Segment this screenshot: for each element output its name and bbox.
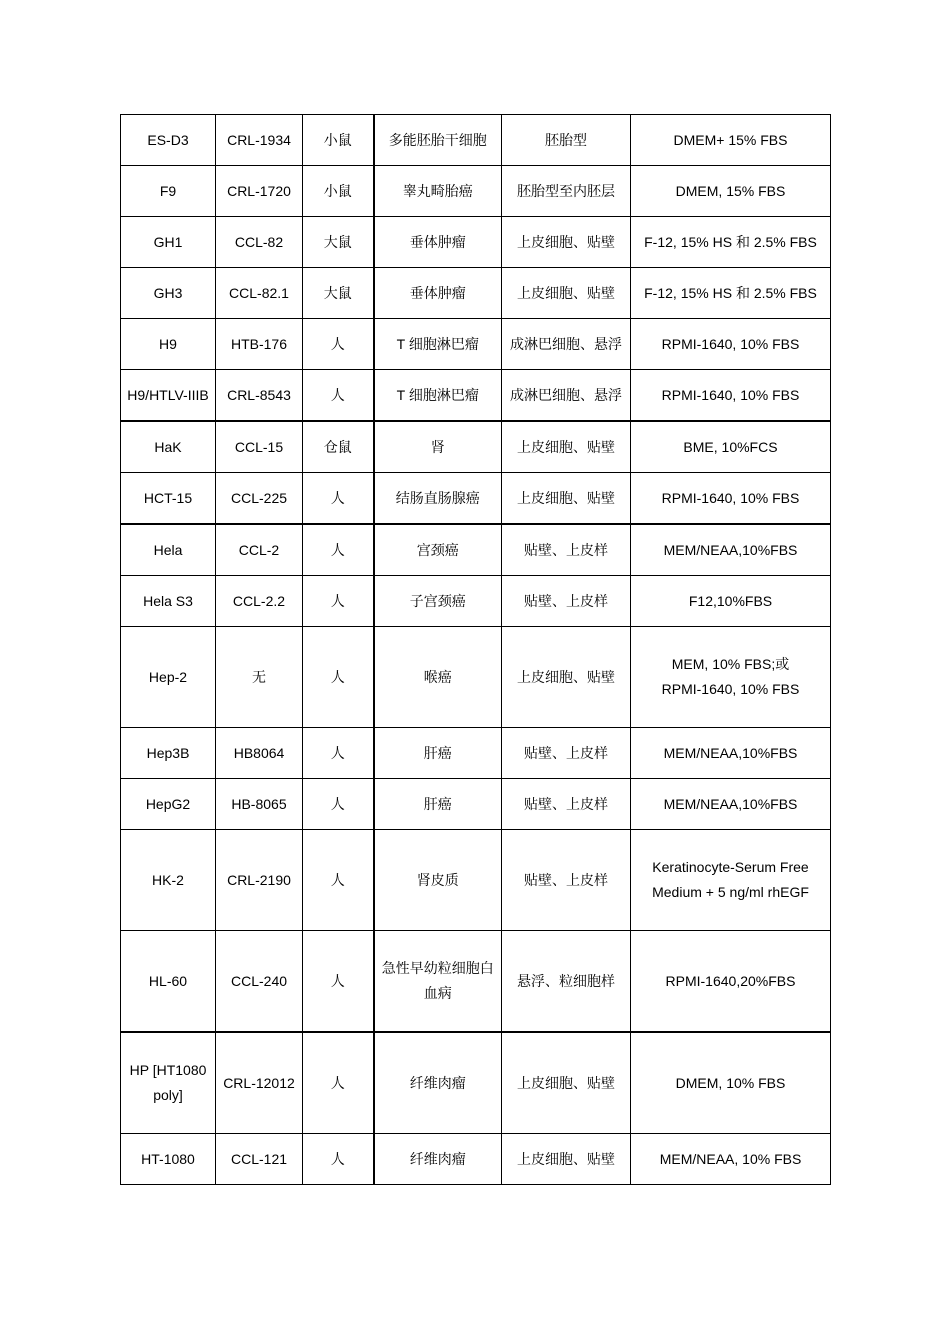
culture-medium-text: RPMI-1640, 10% FBS bbox=[661, 387, 800, 403]
morphology-cell bbox=[502, 421, 631, 473]
morphology-text: 上皮细胞、贴壁 bbox=[517, 1075, 615, 1091]
species-text: 小鼠 bbox=[323, 132, 352, 148]
table-row bbox=[121, 1032, 831, 1134]
morphology-text: 上皮细胞、贴壁 bbox=[517, 234, 615, 250]
culture-medium-text: RPMI-1640,20%FBS bbox=[665, 973, 796, 989]
species-cell bbox=[303, 576, 374, 627]
morphology-cell bbox=[502, 931, 631, 1033]
tissue-origin-cell bbox=[374, 115, 502, 166]
tissue-origin-text: 肾 bbox=[430, 439, 445, 455]
tissue-origin-cell bbox=[374, 576, 502, 627]
morphology-cell bbox=[502, 217, 631, 268]
morphology-text: 成淋巴细胞、悬浮 bbox=[510, 387, 622, 403]
species-text: 大鼠 bbox=[323, 234, 352, 250]
culture-medium-text: MEM/NEAA,10%FBS bbox=[663, 796, 798, 812]
cell-name-cell bbox=[121, 1032, 216, 1134]
culture-medium-cell bbox=[631, 115, 831, 166]
atcc-number-text: CCL-82.1 bbox=[229, 285, 289, 301]
table-row bbox=[121, 830, 831, 931]
tissue-origin-cell bbox=[374, 1134, 502, 1185]
table-row bbox=[121, 779, 831, 830]
cell-name-text: HL-60 bbox=[148, 973, 188, 989]
atcc-number-cell bbox=[216, 524, 303, 576]
atcc-number-text: CCL-225 bbox=[230, 490, 288, 506]
table-row bbox=[121, 931, 831, 1033]
morphology-text: 胚胎型 bbox=[545, 132, 587, 148]
cell-name-cell bbox=[121, 576, 216, 627]
cell-name-text: Hep3B bbox=[146, 745, 190, 761]
cell-name-text: HepG2 bbox=[145, 796, 191, 812]
cell-name-cell bbox=[121, 473, 216, 525]
species-cell bbox=[303, 1134, 374, 1185]
culture-medium-text: MEM/NEAA,10%FBS bbox=[663, 745, 798, 761]
species-text: 人 bbox=[330, 669, 345, 685]
tissue-origin-cell bbox=[374, 931, 502, 1033]
tissue-origin-cell bbox=[374, 166, 502, 217]
culture-medium-text: RPMI-1640, 10% FBS bbox=[661, 681, 800, 697]
atcc-number-cell bbox=[216, 576, 303, 627]
culture-medium-cell bbox=[631, 931, 831, 1033]
morphology-text: 贴壁、上皮样 bbox=[524, 872, 608, 888]
atcc-number-cell bbox=[216, 1134, 303, 1185]
species-cell bbox=[303, 1032, 374, 1134]
cell-name-cell bbox=[121, 779, 216, 830]
table-row bbox=[121, 1134, 831, 1185]
atcc-number-text: HB-8065 bbox=[231, 796, 287, 812]
species-cell bbox=[303, 627, 374, 728]
species-cell bbox=[303, 268, 374, 319]
tissue-origin-text: 垂体肿瘤 bbox=[409, 285, 466, 301]
tissue-origin-cell bbox=[374, 421, 502, 473]
atcc-number-cell bbox=[216, 627, 303, 728]
cell-name-text: poly] bbox=[153, 1087, 183, 1103]
atcc-number-cell bbox=[216, 115, 303, 166]
culture-medium-text: MEM/NEAA,10%FBS bbox=[663, 542, 798, 558]
atcc-number-cell bbox=[216, 166, 303, 217]
culture-medium-text: Keratinocyte-Serum Free bbox=[652, 859, 809, 875]
atcc-number-cell bbox=[216, 830, 303, 931]
morphology-cell bbox=[502, 830, 631, 931]
morphology-text: 贴壁、上皮样 bbox=[524, 593, 608, 609]
morphology-text: 胚胎型至内胚层 bbox=[517, 183, 615, 199]
atcc-number-text: HTB-176 bbox=[230, 336, 288, 352]
culture-medium-text: BME, 10%FCS bbox=[683, 439, 778, 455]
morphology-cell bbox=[502, 370, 631, 422]
tissue-origin-text: 纤维肉瘤 bbox=[409, 1075, 466, 1091]
culture-medium-cell bbox=[631, 1032, 831, 1134]
cell-name-text: Hep-2 bbox=[148, 669, 188, 685]
species-text: 仓鼠 bbox=[323, 439, 352, 455]
cell-name-text: F9 bbox=[159, 183, 177, 199]
tissue-origin-text: 宫颈癌 bbox=[416, 542, 459, 558]
atcc-number-text: CRL-12012 bbox=[223, 1075, 295, 1091]
tissue-origin-cell bbox=[374, 524, 502, 576]
table-row bbox=[121, 524, 831, 576]
cell-name-cell bbox=[121, 931, 216, 1033]
cell-name-text: HCT-15 bbox=[143, 490, 193, 506]
tissue-origin-text: 肝癌 bbox=[423, 796, 452, 812]
atcc-number-cell bbox=[216, 421, 303, 473]
morphology-text: 上皮细胞、贴壁 bbox=[517, 1151, 615, 1167]
cell-name-cell bbox=[121, 217, 216, 268]
species-text: 人 bbox=[330, 745, 345, 761]
morphology-cell bbox=[502, 728, 631, 779]
species-text: 人 bbox=[330, 542, 345, 558]
atcc-number-text: CRL-1934 bbox=[227, 132, 291, 148]
atcc-number-cell bbox=[216, 728, 303, 779]
culture-medium-cell bbox=[631, 524, 831, 576]
culture-medium-text: F-12, 15% HS 和 2.5% FBS bbox=[644, 285, 817, 301]
cell-name-text: H9/HTLV-IIIB bbox=[127, 387, 209, 403]
cell-name-cell bbox=[121, 830, 216, 931]
morphology-text: 成淋巴细胞、悬浮 bbox=[510, 336, 622, 352]
morphology-text: 上皮细胞、贴壁 bbox=[517, 285, 615, 301]
species-cell bbox=[303, 779, 374, 830]
culture-medium-text: RPMI-1640, 10% FBS bbox=[661, 336, 800, 352]
morphology-cell bbox=[502, 473, 631, 525]
cell-name-text: HT-1080 bbox=[141, 1151, 195, 1167]
tissue-origin-cell bbox=[374, 370, 502, 422]
atcc-number-cell bbox=[216, 779, 303, 830]
tissue-origin-cell bbox=[374, 268, 502, 319]
cell-name-cell bbox=[121, 1134, 216, 1185]
table-row bbox=[121, 319, 831, 370]
atcc-number-text: HB8064 bbox=[233, 745, 285, 761]
species-text: 人 bbox=[330, 796, 345, 812]
table-row bbox=[121, 370, 831, 422]
culture-medium-text: Medium + 5 ng/ml rhEGF bbox=[652, 884, 809, 900]
tissue-origin-text: 垂体肿瘤 bbox=[409, 234, 466, 250]
atcc-number-text: CCL-2.2 bbox=[232, 593, 286, 609]
tissue-origin-cell bbox=[374, 217, 502, 268]
morphology-cell bbox=[502, 779, 631, 830]
cell-name-cell bbox=[121, 115, 216, 166]
culture-medium-text: DMEM, 10% FBS bbox=[675, 1075, 786, 1091]
tissue-origin-cell bbox=[374, 319, 502, 370]
atcc-number-text: CCL-15 bbox=[234, 439, 284, 455]
tissue-origin-cell bbox=[374, 627, 502, 728]
table-row bbox=[121, 576, 831, 627]
table-row bbox=[121, 627, 831, 728]
species-cell bbox=[303, 830, 374, 931]
atcc-number-text: CRL-1720 bbox=[227, 183, 291, 199]
culture-medium-cell bbox=[631, 319, 831, 370]
cell-name-cell bbox=[121, 421, 216, 473]
morphology-cell bbox=[502, 576, 631, 627]
culture-medium-cell bbox=[631, 268, 831, 319]
cell-name-cell bbox=[121, 268, 216, 319]
culture-medium-cell bbox=[631, 779, 831, 830]
atcc-number-text: CCL-121 bbox=[230, 1151, 288, 1167]
tissue-origin-cell bbox=[374, 728, 502, 779]
species-cell bbox=[303, 115, 374, 166]
species-cell bbox=[303, 370, 374, 422]
cell-name-cell bbox=[121, 370, 216, 422]
culture-medium-cell bbox=[631, 627, 831, 728]
species-cell bbox=[303, 931, 374, 1033]
table-row bbox=[121, 115, 831, 166]
tissue-origin-cell bbox=[374, 1032, 502, 1134]
cell-line-table bbox=[120, 114, 831, 1185]
culture-medium-cell bbox=[631, 217, 831, 268]
cell-name-cell bbox=[121, 524, 216, 576]
species-cell bbox=[303, 421, 374, 473]
table-row bbox=[121, 268, 831, 319]
tissue-origin-text: 纤维肉瘤 bbox=[409, 1151, 466, 1167]
cell-name-text: ES-D3 bbox=[147, 132, 189, 148]
culture-medium-cell bbox=[631, 576, 831, 627]
table-row bbox=[121, 728, 831, 779]
culture-medium-text: MEM, 10% FBS;或 bbox=[671, 656, 790, 672]
cell-name-text: HaK bbox=[154, 439, 182, 455]
species-cell bbox=[303, 319, 374, 370]
atcc-number-cell bbox=[216, 1032, 303, 1134]
morphology-text: 上皮细胞、贴壁 bbox=[517, 490, 615, 506]
culture-medium-cell bbox=[631, 421, 831, 473]
species-cell bbox=[303, 524, 374, 576]
species-text: 人 bbox=[330, 1075, 345, 1091]
atcc-number-cell bbox=[216, 370, 303, 422]
species-text: 人 bbox=[330, 490, 345, 506]
culture-medium-cell bbox=[631, 1134, 831, 1185]
table-row bbox=[121, 166, 831, 217]
table-row bbox=[121, 217, 831, 268]
cell-name-text: Hela bbox=[153, 542, 183, 558]
morphology-cell bbox=[502, 1134, 631, 1185]
tissue-origin-text: 喉癌 bbox=[423, 669, 452, 685]
culture-medium-text: MEM/NEAA, 10% FBS bbox=[659, 1151, 802, 1167]
species-text: 大鼠 bbox=[323, 285, 352, 301]
species-text: 小鼠 bbox=[323, 183, 352, 199]
species-text: 人 bbox=[330, 872, 345, 888]
culture-medium-text: RPMI-1640, 10% FBS bbox=[661, 490, 800, 506]
morphology-text: 贴壁、上皮样 bbox=[524, 796, 608, 812]
tissue-origin-text: 肾皮质 bbox=[416, 872, 459, 888]
tissue-origin-text: T 细胞淋巴瘤 bbox=[396, 387, 479, 403]
morphology-text: 贴壁、上皮样 bbox=[524, 745, 608, 761]
tissue-origin-cell bbox=[374, 830, 502, 931]
atcc-number-text: 无 bbox=[252, 669, 266, 685]
culture-medium-text: F-12, 15% HS 和 2.5% FBS bbox=[644, 234, 817, 250]
cell-name-cell bbox=[121, 728, 216, 779]
cell-name-text: HK-2 bbox=[152, 872, 184, 888]
species-cell bbox=[303, 217, 374, 268]
species-cell bbox=[303, 473, 374, 525]
culture-medium-text: DMEM, 15% FBS bbox=[675, 183, 786, 199]
culture-medium-cell bbox=[631, 370, 831, 422]
atcc-number-text: CCL-82 bbox=[234, 234, 284, 250]
species-cell bbox=[303, 166, 374, 217]
table-body bbox=[121, 115, 831, 1185]
species-text: 人 bbox=[330, 593, 345, 609]
tissue-origin-text: 结肠直肠腺癌 bbox=[395, 490, 480, 506]
tissue-origin-text: 多能胚胎干细胞 bbox=[388, 132, 487, 148]
atcc-number-text: CRL-2190 bbox=[227, 872, 291, 888]
atcc-number-text: CCL-240 bbox=[230, 973, 288, 989]
culture-medium-cell bbox=[631, 728, 831, 779]
cell-name-text: GH3 bbox=[153, 285, 183, 301]
atcc-number-text: CCL-2 bbox=[238, 542, 280, 558]
culture-medium-text: DMEM+ 15% FBS bbox=[673, 132, 788, 148]
culture-medium-cell bbox=[631, 473, 831, 525]
tissue-origin-cell bbox=[374, 473, 502, 525]
culture-medium-text: F12,10%FBS bbox=[688, 593, 773, 609]
species-text: 人 bbox=[330, 336, 345, 352]
tissue-origin-cell bbox=[374, 779, 502, 830]
morphology-text: 上皮细胞、贴壁 bbox=[517, 439, 615, 455]
morphology-cell bbox=[502, 268, 631, 319]
cell-name-text: HP [HT1080 bbox=[129, 1062, 207, 1078]
cell-name-cell bbox=[121, 627, 216, 728]
morphology-cell bbox=[502, 115, 631, 166]
species-text: 人 bbox=[330, 973, 345, 989]
atcc-number-cell bbox=[216, 268, 303, 319]
culture-medium-cell bbox=[631, 830, 831, 931]
tissue-origin-text: 急性早幼粒细胞白 bbox=[381, 960, 494, 976]
cell-name-cell bbox=[121, 166, 216, 217]
morphology-text: 悬浮、粒细胞样 bbox=[517, 973, 615, 989]
morphology-text: 上皮细胞、贴壁 bbox=[517, 669, 615, 685]
tissue-origin-text: 子宫颈癌 bbox=[409, 593, 466, 609]
species-text: 人 bbox=[330, 387, 345, 403]
morphology-text: 贴壁、上皮样 bbox=[524, 542, 608, 558]
tissue-origin-text: 睾丸畸胎癌 bbox=[402, 183, 473, 199]
table-row bbox=[121, 473, 831, 525]
atcc-number-cell bbox=[216, 473, 303, 525]
atcc-number-cell bbox=[216, 217, 303, 268]
tissue-origin-text: 血病 bbox=[423, 985, 452, 1001]
tissue-origin-text: 肝癌 bbox=[423, 745, 452, 761]
tissue-origin-text: T 细胞淋巴瘤 bbox=[396, 336, 479, 352]
morphology-cell bbox=[502, 166, 631, 217]
species-cell bbox=[303, 728, 374, 779]
morphology-cell bbox=[502, 319, 631, 370]
atcc-number-cell bbox=[216, 931, 303, 1033]
morphology-cell bbox=[502, 524, 631, 576]
cell-name-cell bbox=[121, 319, 216, 370]
cell-name-text: H9 bbox=[159, 336, 177, 352]
cell-name-text: Hela S3 bbox=[143, 593, 193, 609]
table-row bbox=[121, 421, 831, 473]
atcc-number-cell bbox=[216, 319, 303, 370]
morphology-cell bbox=[502, 1032, 631, 1134]
cell-name-text: GH1 bbox=[153, 234, 183, 250]
morphology-cell bbox=[502, 627, 631, 728]
atcc-number-text: CRL-8543 bbox=[227, 387, 291, 403]
species-text: 人 bbox=[330, 1151, 345, 1167]
culture-medium-cell bbox=[631, 166, 831, 217]
